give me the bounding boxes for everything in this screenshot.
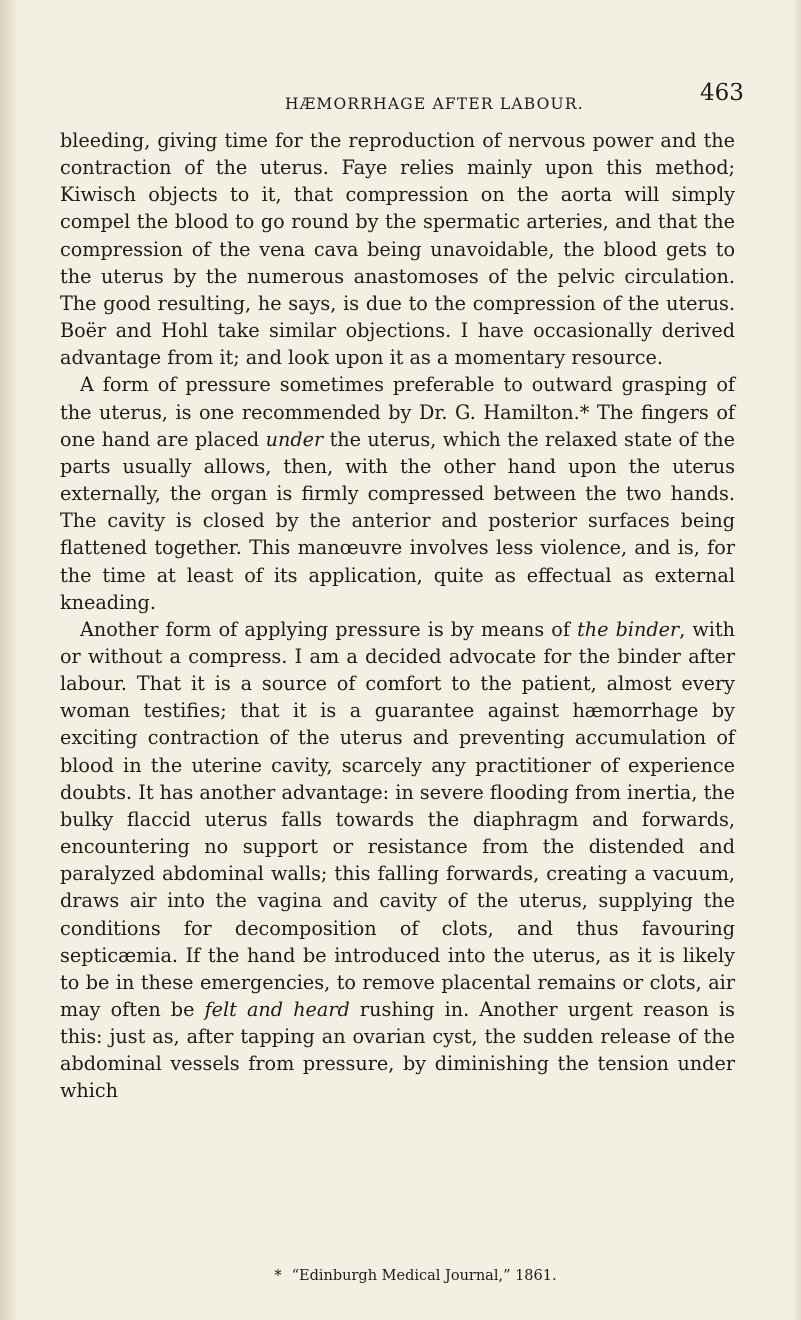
text-segment: A form of pressure sometimes preferable to outward grasping of the uterus, is one recommended by Dr. G. Hamilton.* The fingers of one hand are placed xyxy=(60,373,735,451)
footnote xyxy=(0,1266,801,1286)
page-number: 463 xyxy=(700,80,744,106)
running-head xyxy=(0,80,801,116)
running-title: HÆMORRHAGE AFTER LABOUR. xyxy=(285,95,584,113)
text-segment: the uterus, which the relaxed state of the parts usually allows, then, with the other hand upon the uterus externally, the organ is firmly compressed between the two hands. The cavity is closed by the anterior and posterior surfaces being flattened together. This manœuvre involves less violence, and is, for the time at least of its application, quite as effectual as external kneading. xyxy=(60,427,735,614)
body-text xyxy=(60,127,735,1105)
footnote-mark: * xyxy=(274,1268,282,1284)
paragraph-3 xyxy=(60,616,735,1105)
page-binding-shadow xyxy=(0,0,18,1320)
text-segment: rushing in. Another urgent reason is this: just as, after tapping an ovarian cyst, the sudden release of the abdominal vessels from pressure, by diminishing the tension under which xyxy=(60,998,735,1103)
paragraph-1 xyxy=(60,127,735,371)
paragraph-2 xyxy=(60,371,735,615)
text-segment: , with or without a compress. I am a decided advocate for the binder after labour. That it is a source of comfort to the patient, almost every woman testifies; that it is a guarantee against hæmorrhage by exciting contraction of the uterus and preventing accumulation of blood in the uterine cavity, scarcely any practitioner of experience doubts. It has another advantage: in severe flooding from inertia, the bulky flaccid uterus falls towards the diaphragm and forwards, encountering no support or resistance from the distended and paralyzed abdominal walls; this falling forwards, creating a vacuum, draws air into the vagina and cavity of the uterus, supplying the conditions for decomposition of clots, and thus favouring septicæmia. If the hand be introduced into the uterus, as it is likely to be in these emergencies, to remove placental remains or clots, air may often be xyxy=(60,617,736,1021)
italic-segment: the binder xyxy=(577,617,680,641)
text-segment: bleeding, giving time for the reproduction of nervous power and the contraction of the uterus. Faye relies mainly upon this method; Kiwisch objects to it, that compression on the aorta will simply compel the blood to go round by the spermatic arteries, and that the compression of the vena cava being unavoidable, the blood gets to the uterus by the numerous anastomoses of the pelvic circulation. The good resulting, he says, is due to the compression of the uterus. Boër and Hohl take similar objections. I have occasionally derived advantage from it; and look upon it as a momentary resource. xyxy=(60,129,735,370)
footnote-text: “Edinburgh Medical Journal,” 1861. xyxy=(291,1268,557,1284)
page-edge-shadow xyxy=(791,0,801,1320)
text-segment: Another form of applying pressure is by means of xyxy=(80,617,578,641)
italic-segment: under xyxy=(265,427,324,451)
italic-segment: felt and heard xyxy=(204,998,350,1021)
